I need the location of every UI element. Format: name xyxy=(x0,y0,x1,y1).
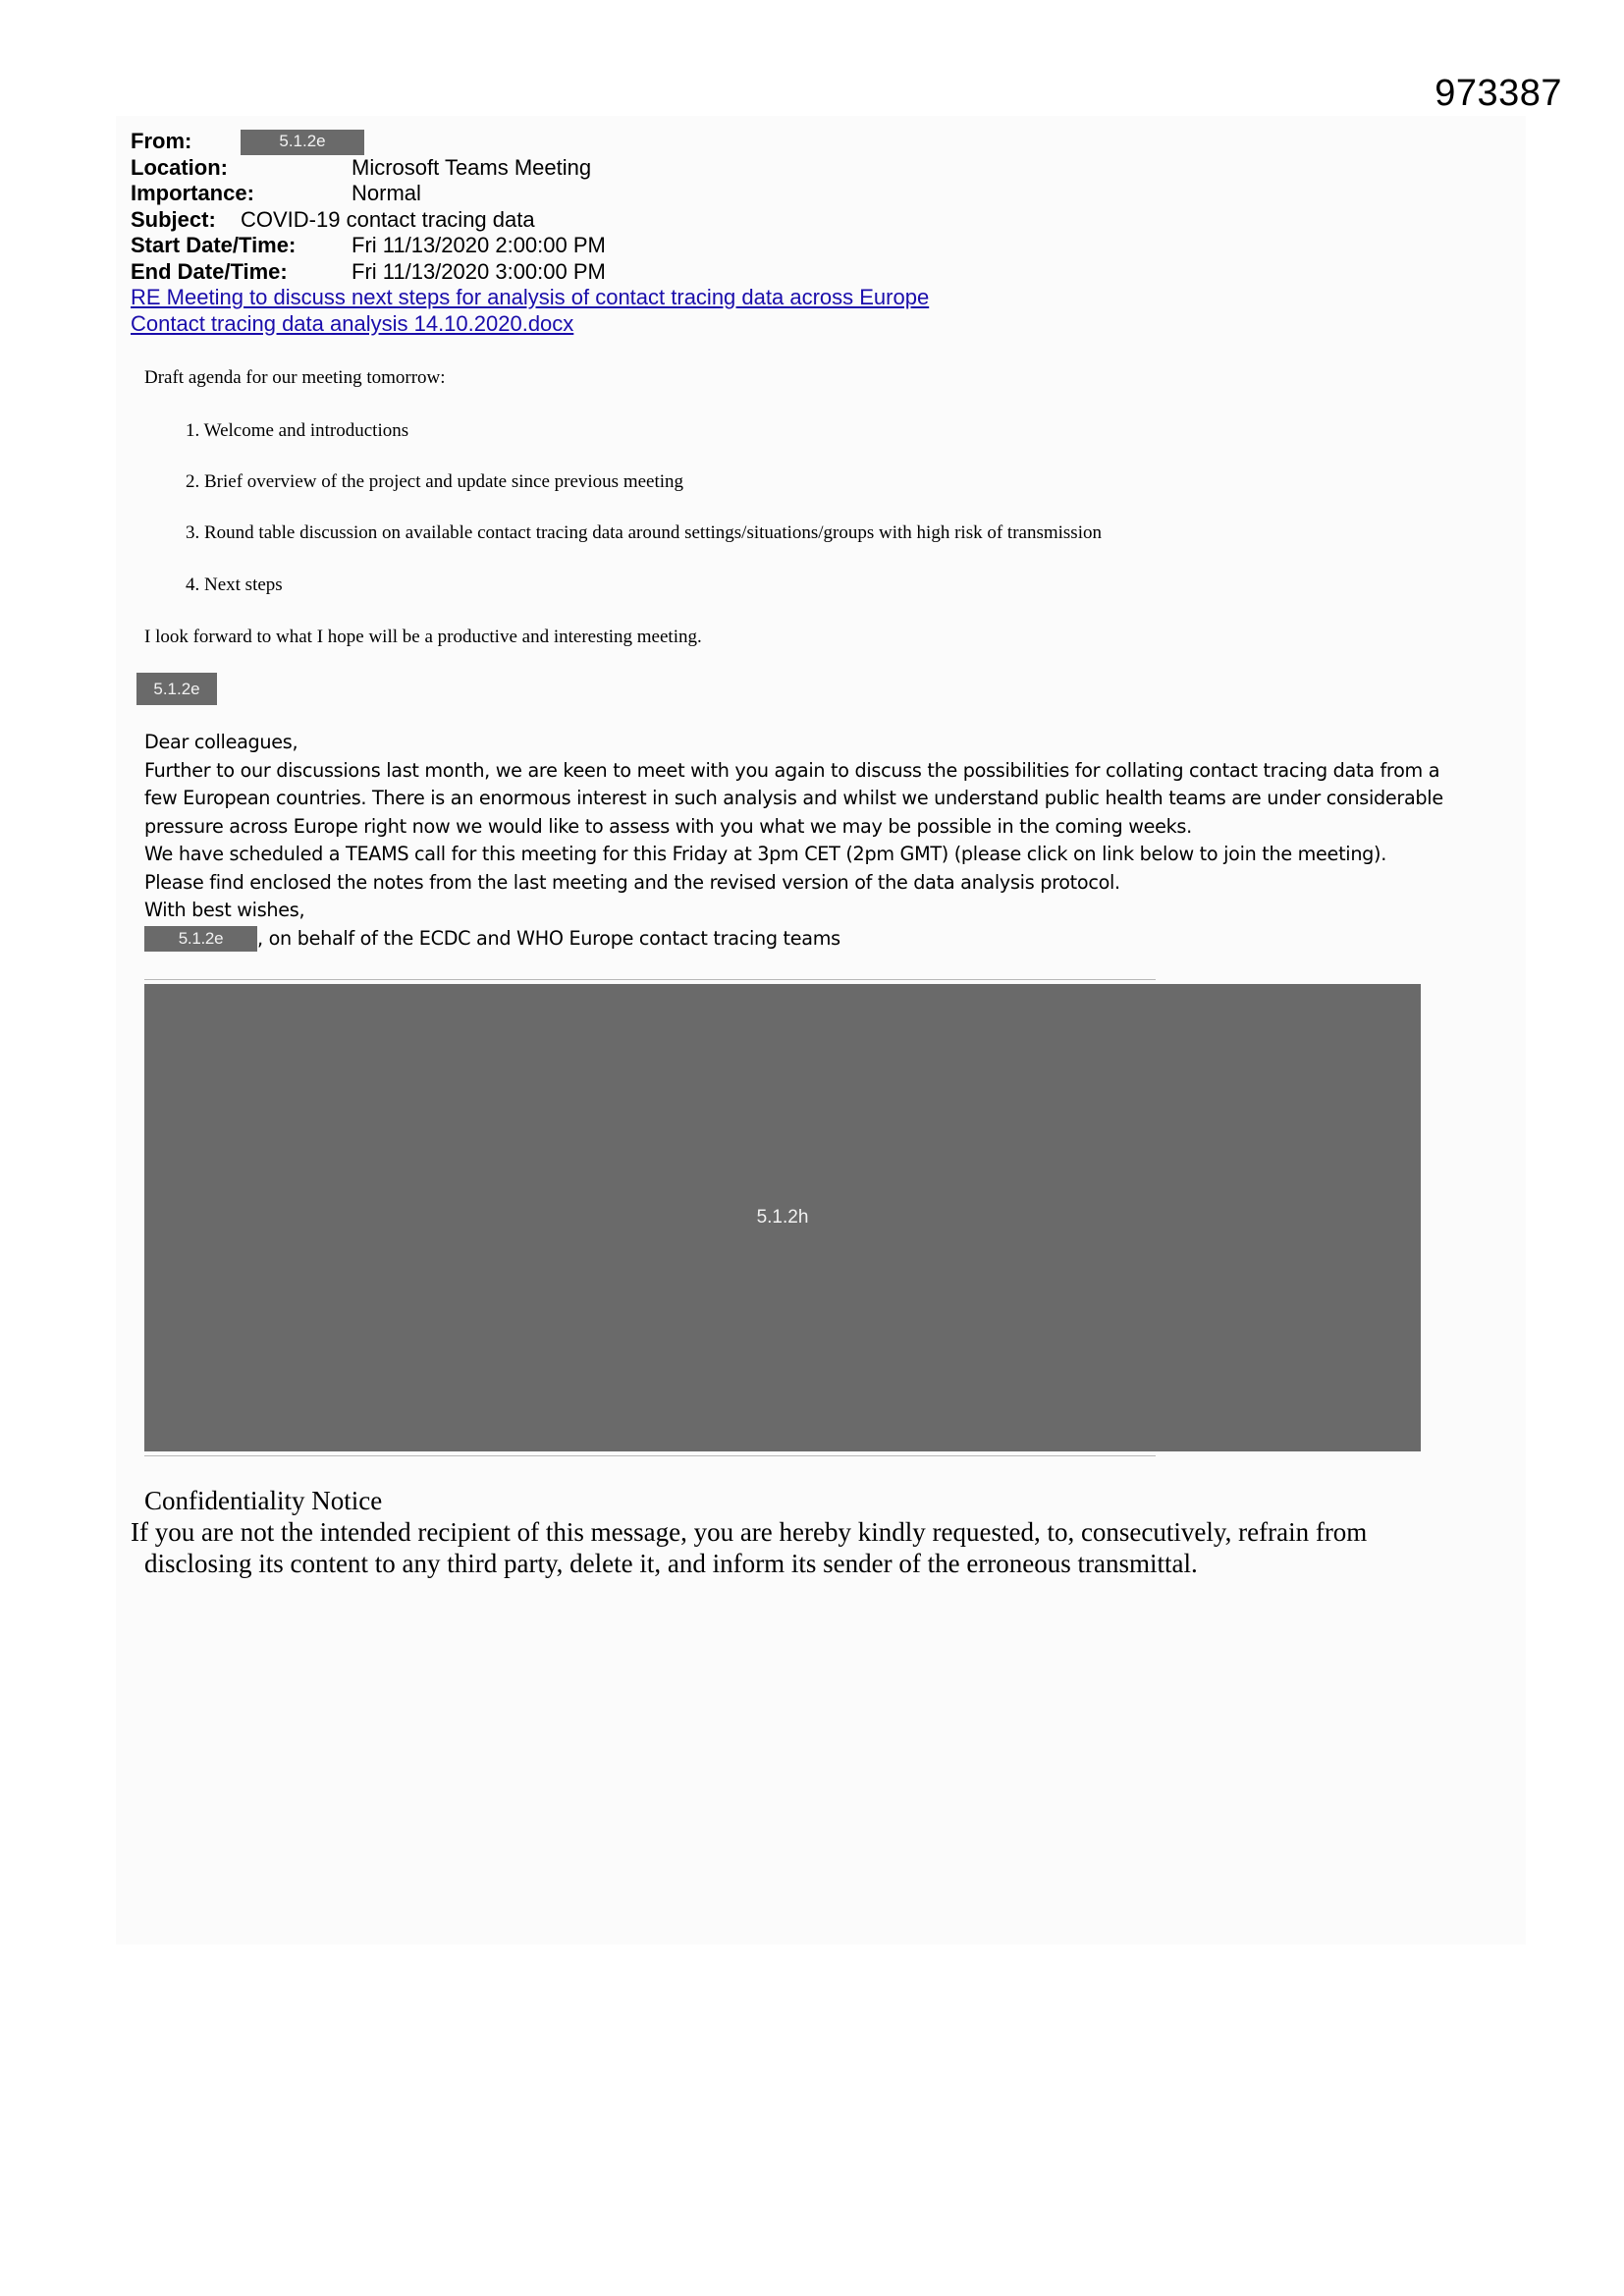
start-row xyxy=(131,233,929,259)
letter-body xyxy=(144,729,1519,953)
confidentiality-line: disclosing its content to any third party, delete it, and inform its sender of the erroneous transmittal. xyxy=(144,1549,1198,1578)
location-row xyxy=(131,155,929,182)
subject-row xyxy=(131,207,929,234)
letter-line: pressure across Europe right now we would like to assess with you what we may be possible in the coming weeks. xyxy=(144,814,1192,838)
end-value: Fri 11/13/2020 3:00:00 PM xyxy=(352,258,606,284)
agenda-intro: Draft agenda for our meeting tomorrow: xyxy=(144,367,446,388)
agenda-item: 1. Welcome and introductions xyxy=(186,420,409,441)
letter-line: few European countries. There is an enormous interest in such analysis and whilst we understand public health teams are under considerable xyxy=(144,787,1443,809)
confidentiality-notice xyxy=(131,1485,1367,1579)
agenda-item: 2. Brief overview of the project and update since previous meeting xyxy=(186,471,684,492)
letter-signature-redaction: 5.1.2e xyxy=(144,926,257,952)
confidentiality-line: If you are not the intended recipient of this message, you are hereby kindly requested, to, consecutively, refrain from xyxy=(131,1517,1368,1547)
letter-line: We have scheduled a TEAMS call for this meeting for this Friday at 3pm CET (2pm GMT) (please click on link below to join the meeting). xyxy=(144,843,1387,865)
letter-line: Please find enclosed the notes from the last meeting and the revised version of the data analysis protocol. xyxy=(144,870,1120,894)
subject-value: COVID-19 contact tracing data xyxy=(241,206,535,232)
agenda-closing: I look forward to what I hope will be a productive and interesting meeting. xyxy=(144,627,702,647)
letter-greeting: Dear colleagues, xyxy=(144,731,298,753)
from-redaction: 5.1.2e xyxy=(241,130,364,155)
divider-bottom xyxy=(144,1455,1156,1456)
letter-line: With best wishes, xyxy=(144,899,305,921)
importance-row xyxy=(131,181,929,207)
importance-label: Importance: xyxy=(131,181,254,205)
location-value: Microsoft Teams Meeting xyxy=(352,154,592,180)
email-header xyxy=(131,129,929,337)
start-label: Start Date/Time: xyxy=(131,233,297,257)
start-value: Fri 11/13/2020 2:00:00 PM xyxy=(352,233,606,257)
from-row xyxy=(131,129,929,155)
divider-top xyxy=(144,979,1156,980)
attachment-link-meeting[interactable]: RE Meeting to discuss next steps for analysis of contact tracing data across Europe xyxy=(131,285,930,309)
letter-signature xyxy=(144,925,1519,954)
document-number: 973387 xyxy=(1435,73,1562,114)
subject-label: Subject: xyxy=(131,206,216,232)
agenda-item: 4. Next steps xyxy=(186,574,283,595)
end-label: End Date/Time: xyxy=(131,258,288,284)
attachment-link-docx[interactable]: Contact tracing data analysis 14.10.2020.docx xyxy=(131,310,574,336)
agenda-item: 3. Round table discussion on available contact tracing data around settings/situations/groups with high risk of transmission xyxy=(186,522,1102,543)
end-row xyxy=(131,259,929,286)
letter-line: Further to our discussions last month, we are keen to meet with you again to discuss the possibilities for collating contact tracing data from a xyxy=(144,758,1440,782)
confidentiality-title: Confidentiality Notice xyxy=(144,1486,383,1515)
letter-signature-suffix: , on behalf of the ECDC and WHO Europe contact tracing teams xyxy=(257,926,840,950)
location-label: Location: xyxy=(131,154,228,180)
importance-value: Normal xyxy=(352,181,421,205)
agenda-signature-redaction: 5.1.2e xyxy=(136,673,217,705)
meeting-block-redaction: 5.1.2h xyxy=(144,984,1421,1451)
from-label: From: xyxy=(131,129,192,153)
